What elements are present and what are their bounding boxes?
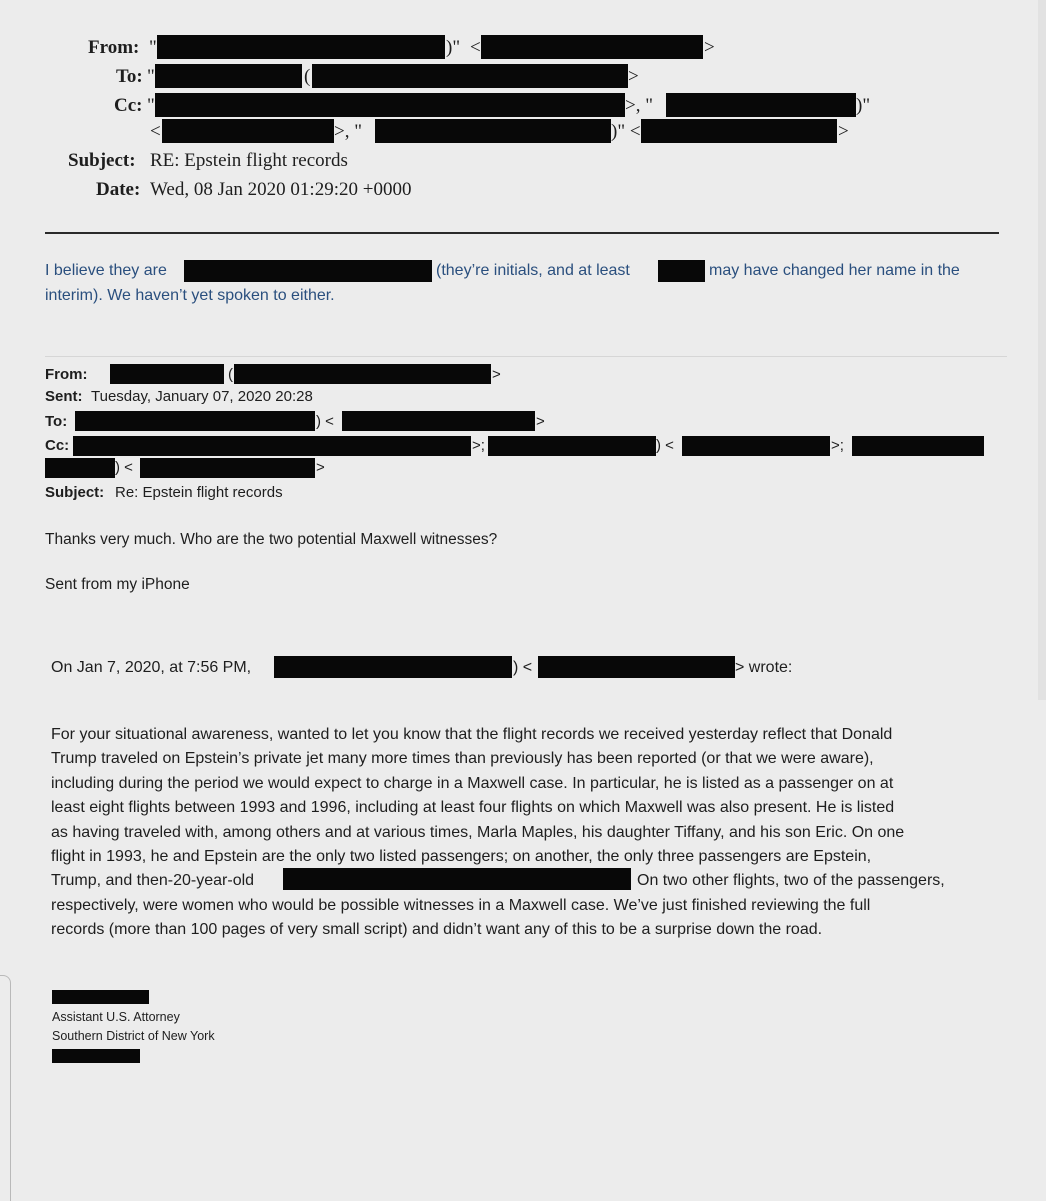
- redaction: [666, 93, 856, 117]
- sig-office: Southern District of New York: [52, 1029, 215, 1043]
- fwd-sent-label: Sent:: [45, 388, 83, 405]
- redaction: [155, 93, 625, 117]
- quoted-line: Trump, and then-20-year-old: [51, 872, 255, 889]
- redaction: [52, 1049, 140, 1063]
- fwd-signature: Sent from my iPhone: [45, 576, 190, 593]
- reply-text: I believe they are: [45, 262, 167, 279]
- redaction: [45, 458, 115, 478]
- quoted-wrote: > wrote:: [735, 659, 793, 676]
- reply-text: (they’re initials, and at least: [436, 262, 630, 279]
- quoted-line: respectively, were women who would be possible witnesses in a Maxwell case. We’ve just finished reviewing the full: [51, 897, 871, 914]
- cc-sep-1: >, ": [625, 95, 653, 116]
- from-gt: >: [704, 37, 715, 58]
- fwd-cc2-paren: ) <: [115, 459, 133, 476]
- redaction: [140, 458, 315, 478]
- left-edge-frame: [0, 975, 11, 1201]
- forward-divider: [45, 356, 1007, 357]
- redaction: [682, 436, 830, 456]
- fwd-cc-paren: ) <: [656, 437, 674, 454]
- fwd-sent-value: Tuesday, January 07, 2020 20:28: [91, 388, 313, 405]
- quoted-line: For your situational awareness, wanted to let you know that the flight records we received yesterday reflect that Donald: [51, 726, 893, 743]
- right-edge-strip: [1038, 0, 1046, 700]
- fwd-message: Thanks very much. Who are the two potential Maxwell witnesses?: [45, 531, 498, 548]
- redaction: [283, 868, 631, 890]
- quoted-line: On two other flights, two of the passengers,: [637, 872, 945, 889]
- quoted-line: including during the period we would expect to charge in a Maxwell case. In particular, he is listed as a passenger on at: [51, 775, 894, 792]
- to-label: To:: [116, 66, 143, 87]
- redaction: [342, 411, 535, 431]
- sig-title: Assistant U.S. Attorney: [52, 1010, 180, 1024]
- date-value: Wed, 08 Jan 2020 01:29:20 +0000: [150, 179, 412, 200]
- redaction: [110, 364, 224, 384]
- from-close-quote: )": [446, 37, 461, 58]
- redaction: [375, 119, 611, 143]
- redaction: [162, 119, 334, 143]
- redaction: [852, 436, 984, 456]
- redaction: [488, 436, 656, 456]
- cc-sep-2: >, ": [334, 121, 362, 142]
- fwd-to-label: To:: [45, 413, 68, 430]
- cc-quote: ": [147, 95, 155, 116]
- redaction: [75, 411, 315, 431]
- redaction: [658, 260, 705, 282]
- to-quote: ": [147, 66, 155, 87]
- reply-text: may have changed her name in the: [709, 262, 960, 279]
- fwd-to-paren: ) <: [316, 413, 334, 430]
- redaction: [312, 64, 628, 88]
- reply-text: interim). We haven’t yet spoken to either.: [45, 287, 335, 304]
- redaction: [538, 656, 735, 678]
- fwd-cc-sep: >;: [831, 437, 844, 454]
- cc-sep-3: )" <: [611, 121, 641, 142]
- date-label: Date:: [96, 179, 141, 200]
- from-quote: ": [149, 37, 157, 58]
- redaction: [184, 260, 432, 282]
- subject-value: RE: Epstein flight records: [150, 150, 348, 171]
- fwd-cc-label: Cc:: [45, 437, 70, 454]
- to-paren: (: [304, 66, 311, 87]
- from-label: From:: [88, 37, 140, 58]
- redaction: [274, 656, 512, 678]
- fwd-from-label: From:: [45, 366, 88, 383]
- cc2-lt: <: [150, 121, 161, 142]
- redaction: [234, 364, 491, 384]
- quoted-intro: On Jan 7, 2020, at 7:56 PM,: [51, 659, 252, 676]
- cc-close-1: )": [856, 95, 871, 116]
- to-gt: >: [628, 66, 639, 87]
- redaction: [481, 35, 703, 59]
- quoted-line: flight in 1993, he and Epstein are the only two listed passengers; on another, the only three passengers are Epstein,: [51, 848, 872, 865]
- quoted-line: least eight flights between 1993 and 1996, including at least four flights on which Maxwell was also present. He is listed: [51, 799, 895, 816]
- quoted-line: records (more than 100 pages of very small script) and didn’t want any of this to be a surprise down the road.: [51, 921, 823, 938]
- fwd-cc-sep: >;: [472, 437, 485, 454]
- cc-label: Cc:: [114, 95, 143, 116]
- quoted-line: Trump traveled on Epstein’s private jet many more times than previously has been reported (or that we were aware),: [51, 750, 874, 767]
- fwd-from-gt: >: [492, 366, 501, 383]
- redaction: [52, 990, 149, 1004]
- from-lt: <: [470, 37, 481, 58]
- fwd-subject-label: Subject:: [45, 484, 105, 501]
- subject-label: Subject:: [68, 150, 136, 171]
- fwd-cc2-gt: >: [316, 459, 325, 476]
- fwd-from-paren: (: [228, 366, 233, 383]
- redaction: [73, 436, 471, 456]
- header-divider: [45, 232, 999, 234]
- redaction: [157, 35, 445, 59]
- redaction: [155, 64, 302, 88]
- quoted-line: as having traveled with, among others and at various times, Marla Maples, his daughter Tiffany, and his son Eric. On one: [51, 824, 905, 841]
- fwd-to-gt: >: [536, 413, 545, 430]
- redaction: [641, 119, 837, 143]
- fwd-subject-value: Re: Epstein flight records: [115, 484, 283, 501]
- cc-gt: >: [838, 121, 849, 142]
- quoted-paren: ) <: [513, 659, 533, 676]
